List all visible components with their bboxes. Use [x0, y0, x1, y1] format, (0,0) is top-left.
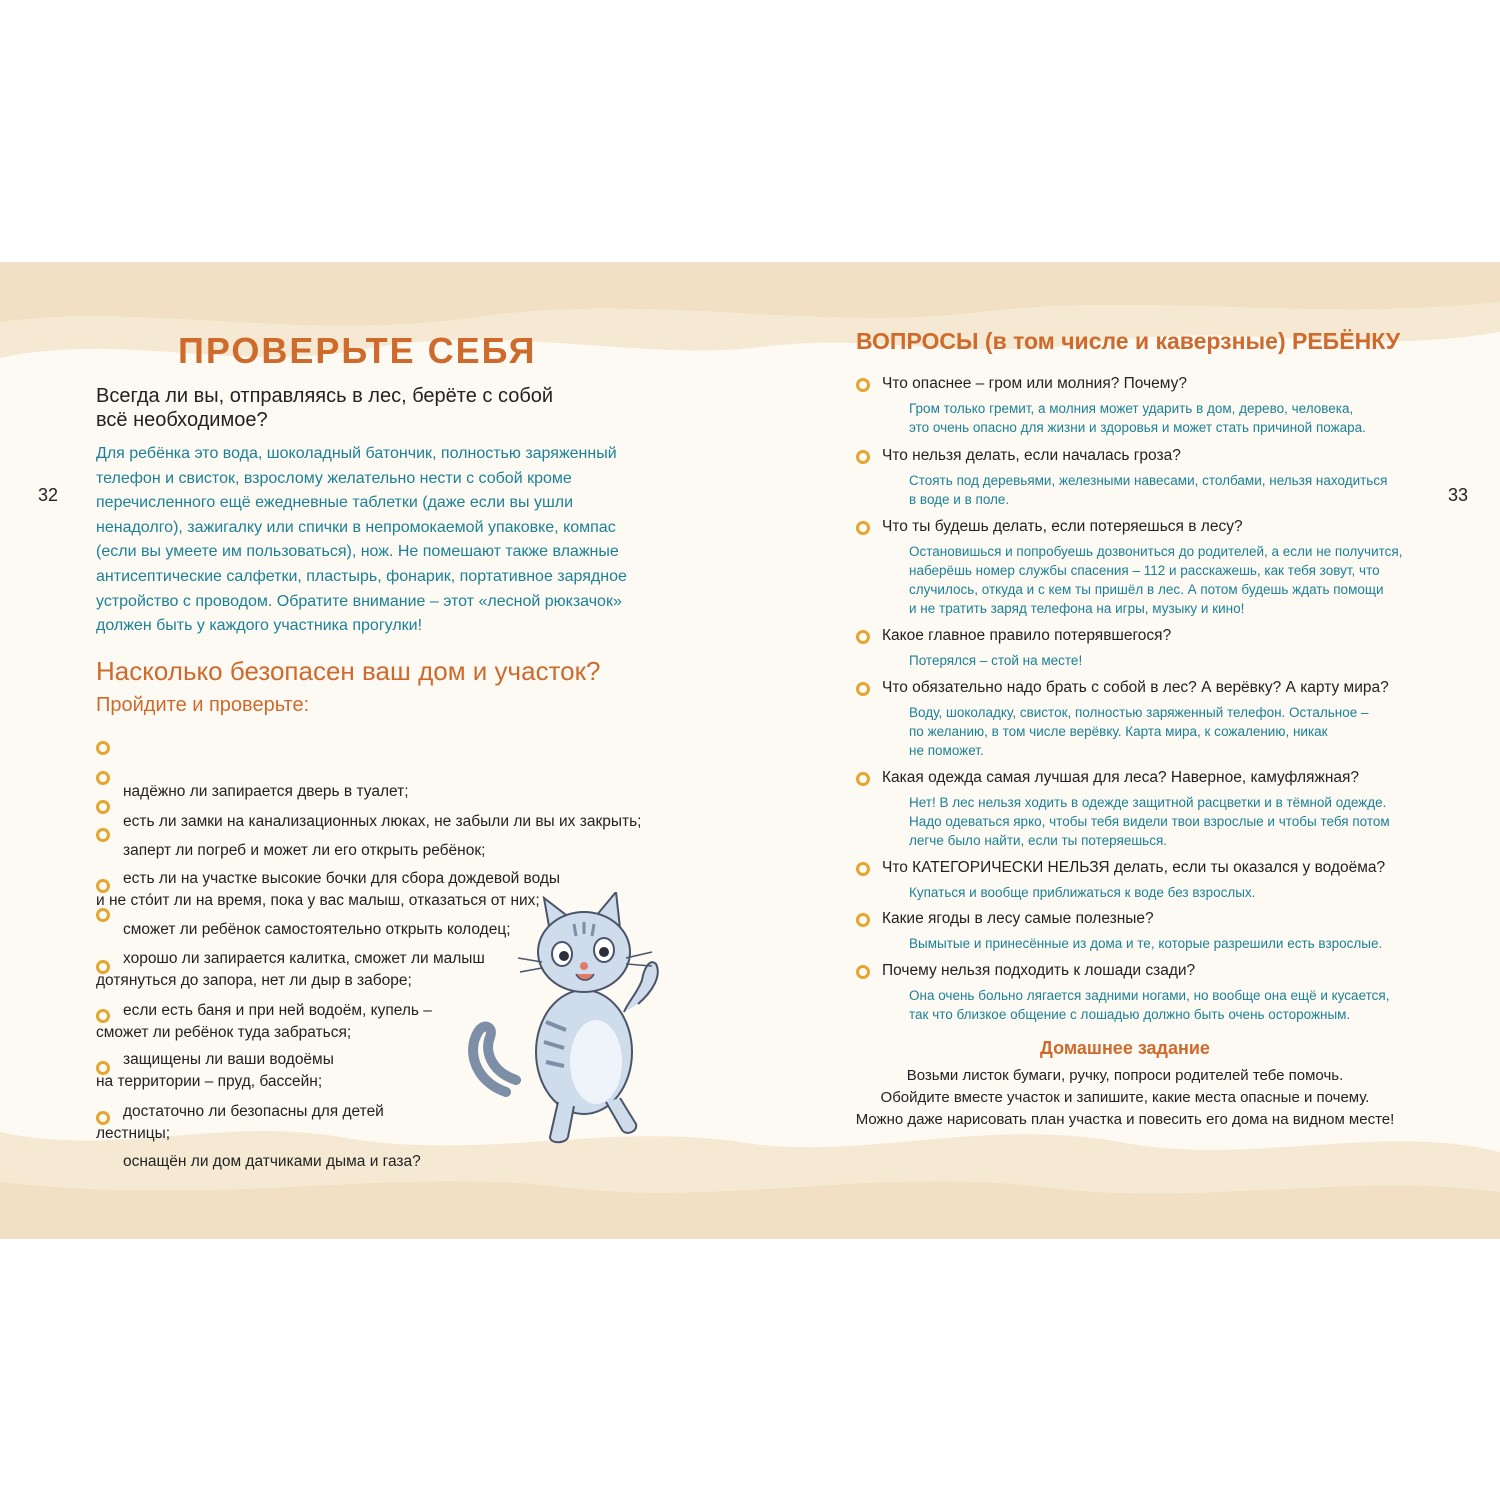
page-number-right: 33	[1448, 485, 1469, 505]
bullet-ring-icon	[856, 772, 870, 786]
checklist-item: если есть баня и при ней водоём, купель – сможет ли ребёнок туда забраться;	[96, 957, 516, 1065]
bullet-ring-icon	[96, 771, 110, 785]
answer-text: Воду, шоколадку, свисток, полностью заряженный телефон. Остальное – по желанию, в том числе верёвку. Карта мира, к сожалению, никак не поможет.	[909, 705, 1369, 758]
bullet-ring-icon	[856, 682, 870, 696]
bullet-ring-icon	[96, 800, 110, 814]
checklist-item: заперт ли погреб и может ли его открыть ребёнок;	[96, 797, 616, 883]
answer-text: Потерялся – стой на месте!	[909, 653, 1083, 668]
question-text: Что КАТЕГОРИЧЕСКИ НЕЛЬЗЯ делать, если ты оказался у водоёма?	[882, 859, 1386, 876]
bullet-ring-icon	[856, 378, 870, 392]
question-text: Что обязательно надо брать с собой в лес? А верёвку? А карту мира?	[882, 679, 1389, 696]
question-text: Что ты будешь делать, если потеряешься в лесу?	[882, 518, 1243, 535]
bullet-ring-icon	[856, 450, 870, 464]
answer-text: Нет! В лес нельзя ходить в одежде защитной расцветки и в тёмной одежде. Надо одеваться ярко, чтобы тебя видели твои взрослые и чтобы тебя потом легче было найти, если ты потеряешься.	[909, 795, 1390, 848]
answer-text: Стоять под деревьями, железными навесами, столбами, нельзя находиться в воде и в поле.	[909, 473, 1388, 507]
bullet-ring-icon	[96, 828, 110, 842]
self-check-question: Всегда ли вы, отправляясь в лес, берёте с собой всё необходимое?	[96, 385, 554, 431]
right-page	[750, 262, 1500, 1239]
answer-text: Купаться и вообще приближаться к воде без взрослых.	[909, 885, 1256, 900]
bullet-ring-icon	[96, 960, 110, 974]
bullet-ring-icon	[96, 879, 110, 893]
bullet-ring-icon	[96, 1111, 110, 1125]
bullet-ring-icon	[856, 521, 870, 535]
answer-text: Она очень больно лягается задними ногами, но вообще она ещё и кусается, так что близкое общение с лошадью должно быть очень осторожным.	[909, 988, 1390, 1022]
bullet-ring-icon	[856, 913, 870, 927]
question-text: Какие ягоды в лесу самые полезные?	[882, 910, 1154, 927]
bullet-ring-icon	[96, 1009, 110, 1023]
bullet-ring-icon	[96, 741, 110, 755]
page-title: ПРОВЕРЬТЕ СЕБЯ	[178, 330, 537, 371]
answer-text: Вымытые и принесённые из дома и те, которые разрешили есть взрослые.	[909, 936, 1383, 951]
bullet-ring-icon	[856, 862, 870, 876]
answer-text: Остановишься и попробуешь дозвониться до родителей, а если не получится, наберёшь номер службы спасения – 112 и расскажешь, как тебя зовут, что случилось, откуда и с кем ты пришёл в лес. А потом будешь ждать помощи и не тратить заряд телефона на игры, музыку и кино!	[909, 544, 1403, 616]
cat-illustration	[466, 892, 676, 1152]
checklist-item: достаточно ли безопасны для детей лестницы;	[96, 1058, 496, 1166]
question-text: Что опаснее – гром или молния? Почему?	[882, 375, 1187, 392]
checklist-item: надёжно ли запирается дверь в туалет;	[96, 738, 616, 824]
page-title: ВОПРОСЫ (в том числе и каверзные) РЕБЁНКУ	[856, 328, 1401, 354]
book-spread	[0, 262, 1500, 1239]
question-text: Что нельзя делать, если началась гроза?	[882, 447, 1181, 464]
homework-text: Возьми листок бумаги, ручку, попроси родителей тебе помочь. Обойдите вместе участок и запишите, какие места опасные и почему. Можно даже нарисовать план участка и повесить его дома на видном месте!	[855, 1067, 1395, 1128]
checklist-item: защищены ли ваши водоёмы на территории – пруд, бассейн;	[96, 1006, 496, 1114]
homework-title: Домашнее задание	[1040, 1038, 1210, 1058]
bullet-ring-icon	[856, 630, 870, 644]
section-subtitle: Пройдите и проверьте:	[96, 694, 310, 716]
bullet-ring-icon	[856, 965, 870, 979]
question-text: Почему нельзя подходить к лошади сзади?	[882, 962, 1196, 979]
section-title: Насколько безопасен ваш дом и участок?	[96, 656, 601, 686]
checklist-item: хорошо ли запирается калитка, сможет ли малыш дотянуться до запора, нет ли дыр в заборе;	[96, 905, 516, 1013]
bullet-ring-icon	[96, 908, 110, 922]
answer-text: Гром только гремит, а молния может ударить в дом, дерево, человека, это очень опасно для жизни и здоровья и может стать причиной пожара.	[909, 401, 1366, 435]
checklist-item: есть ли замки на канализационных люках, не забыли ли вы их закрыть;	[96, 768, 696, 854]
checklist-item: оснащён ли дом датчиками дыма и газа?	[96, 1108, 496, 1194]
checklist-item: сможет ли ребёнок самостоятельно открыть колодец;	[96, 876, 616, 962]
question-text: Какое главное правило потерявшегося?	[882, 627, 1172, 644]
checklist-item: есть ли на участке высокие бочки для сбора дождевой воды и не сто́ит ли на время, пока у вас малыш, отказаться от них;	[96, 825, 616, 933]
left-page	[0, 262, 750, 1239]
question-text: Какая одежда самая лучшая для леса? Наверное, камуфляжная?	[882, 769, 1360, 786]
intro-paragraph: Для ребёнка это вода, шоколадный батончик, полностью заряженный телефон и свисток, взрослому желательно нести с собой кроме перечисленного ещё ежедневные таблетки (даже если вы ушли ненадолго), зажигалку или спички в непромокаемой упаковке, компас (если вы умеете им пользоваться), нож. Не помешают также влажные антисептические салфетки, пластырь, фонарик, портативное зарядное устройство с проводом. Обратите внимание – этот «лесной рюкзачок» должен быть у каждого участника прогулки!	[96, 445, 627, 635]
bullet-ring-icon	[96, 1061, 110, 1075]
page-number-left: 32	[38, 485, 59, 505]
